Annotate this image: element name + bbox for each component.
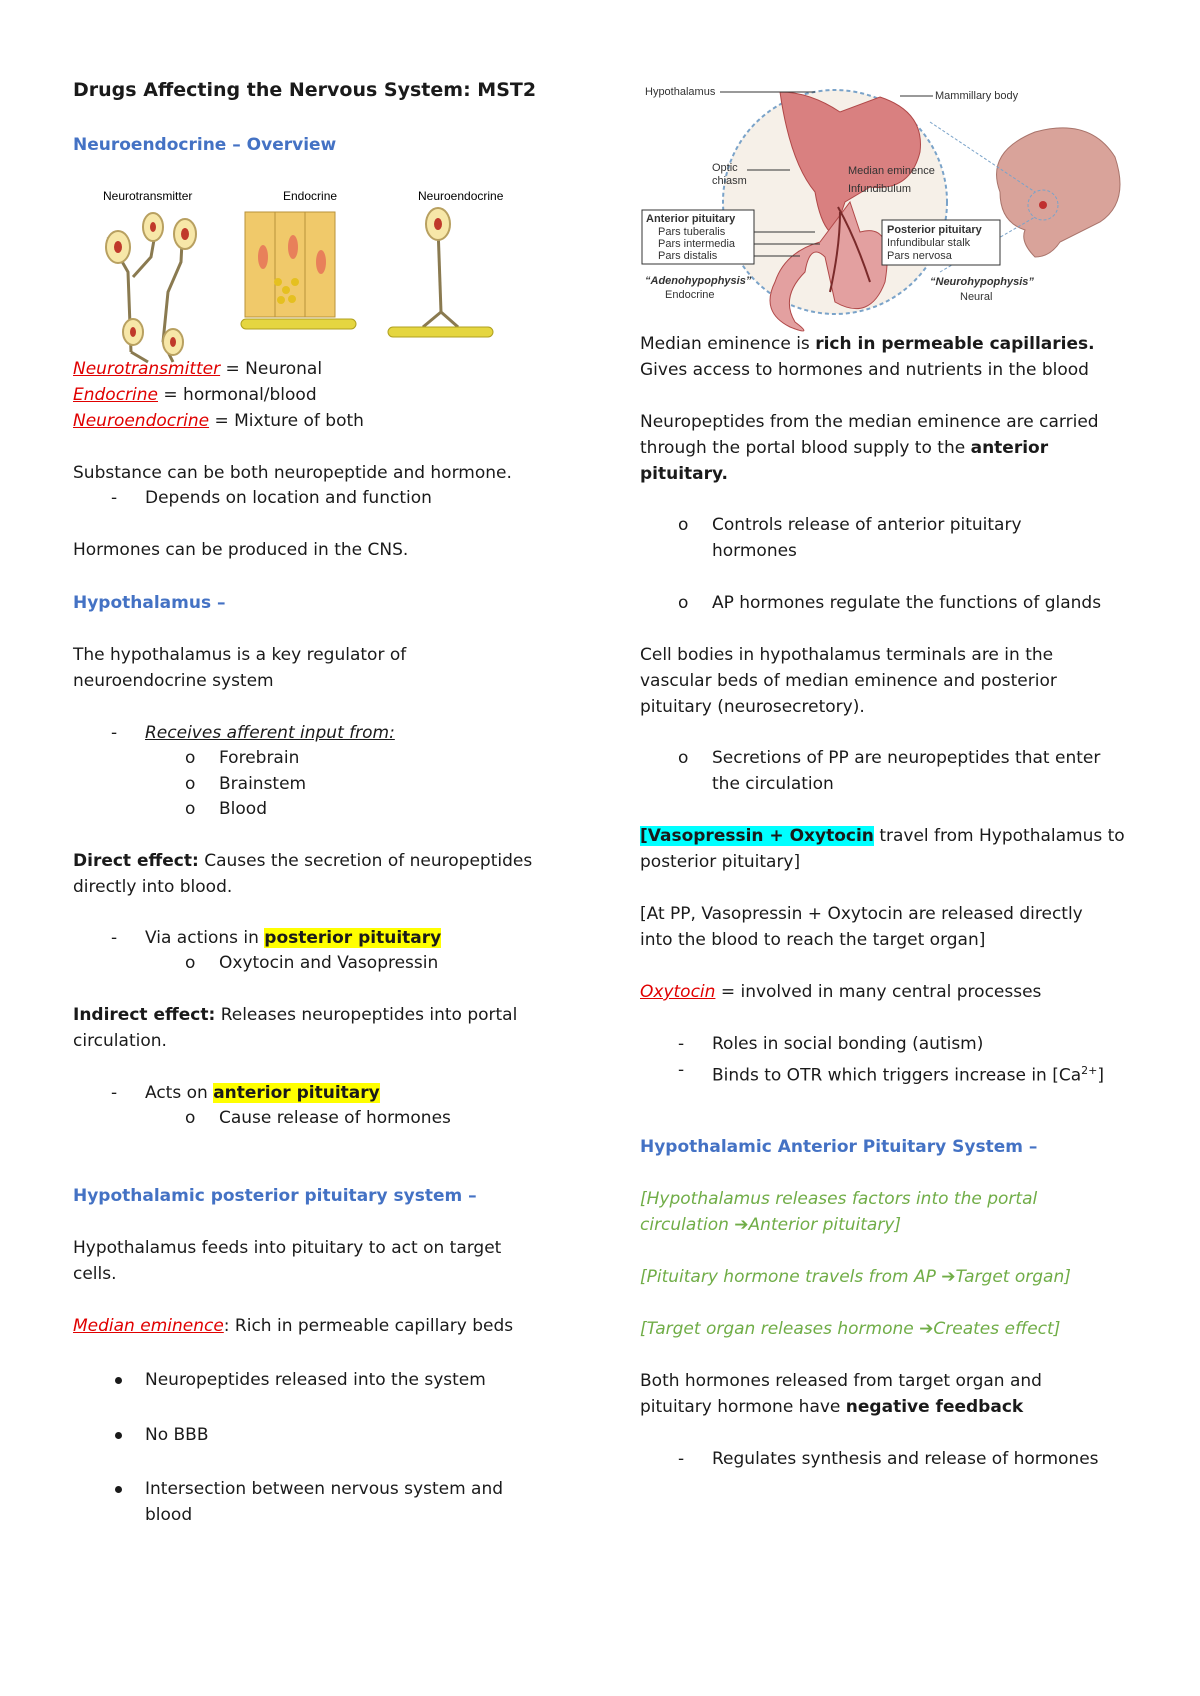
- cell-bodies-line-1: Cell bodies in hypothalamus terminals are in the: [640, 645, 1054, 665]
- both-line-1: Both hormones released from target organ and: [640, 1371, 1042, 1391]
- dash-marker: -: [678, 1034, 685, 1054]
- definition-neurotransmitter: [73, 356, 322, 383]
- at-pp-line-2: into the blood to reach the target organ]: [640, 930, 986, 950]
- negative-feedback-bold: negative feedback: [845, 1397, 1024, 1417]
- circle-bullet: o: [678, 748, 689, 768]
- me-bold: rich in permeable capillaries.: [815, 334, 1095, 354]
- indirect-effect-line-1: [73, 1002, 517, 1029]
- bullet-neuropeptides: Neuropeptides released into the system: [145, 1370, 486, 1390]
- green-target-releases: [Target organ releases hormone: [640, 1319, 920, 1339]
- binds-main: Binds to OTR which triggers increase in [Ca: [712, 1065, 1082, 1086]
- def-neuronal: = Neuronal: [220, 359, 323, 379]
- bullet-intersection-cont: blood: [145, 1505, 193, 1525]
- fig1-label-endocrine: Endocrine: [283, 189, 338, 203]
- oxytocin-text: = involved in many central processes: [715, 982, 1042, 1002]
- posterior-pituitary-highlight: posterior pituitary: [264, 928, 442, 948]
- term-endocrine: Endocrine: [73, 385, 158, 405]
- arrow-icon: ➔: [919, 1319, 934, 1339]
- green-line-1: [Hypothalamus releases factors into the portal: [640, 1189, 1038, 1209]
- depends-text: Depends on location and function: [145, 488, 432, 508]
- hypo-line-1: The hypothalamus is a key regulator of: [73, 645, 407, 665]
- direct-effect-line-1: [73, 848, 532, 875]
- hypo-line-2: neuroendocrine system: [73, 671, 274, 691]
- feeds-line-2: cells.: [73, 1264, 117, 1284]
- vaso-oxy-line-2: posterior pituitary]: [640, 852, 801, 872]
- dash-marker: -: [678, 1060, 685, 1080]
- haps-heading: Hypothalamic Anterior Pituitary System –: [640, 1137, 1038, 1157]
- label-neural: Neural: [960, 291, 993, 303]
- dash-marker: -: [678, 1449, 685, 1469]
- median-eminence-definition: [73, 1313, 513, 1340]
- circle-bullet: o: [185, 748, 196, 768]
- oxy-vaso-text: Oxytocin and Vasopressin: [219, 953, 439, 973]
- acts-on-text: Acts on: [145, 1083, 214, 1103]
- secretions-line-1: Secretions of PP are neuropeptides that enter: [712, 748, 1101, 768]
- both-text: pituitary hormone have: [640, 1397, 846, 1417]
- bullet-dot: [115, 1486, 122, 1493]
- indirect-effect-text: Releases neuropeptides into portal: [215, 1005, 518, 1025]
- green-pituitary-hormone: [Pituitary hormone travels from AP: [640, 1267, 942, 1287]
- dash-marker: -: [111, 928, 118, 948]
- green-anterior: Anterior pituitary]: [748, 1215, 902, 1235]
- dash-marker: -: [111, 723, 118, 743]
- bullet-dot: [115, 1377, 122, 1384]
- green-circulation: circulation: [640, 1215, 735, 1235]
- dash-marker: -: [111, 488, 118, 508]
- hypothalamus-heading: Hypothalamus –: [73, 593, 226, 613]
- at-pp-line-1: [At PP, Vasopressin + Oxytocin are released directly: [640, 904, 1083, 924]
- indirect-effect-line-2: circulation.: [73, 1031, 167, 1051]
- label-pars-nervosa: Pars nervosa: [887, 250, 952, 262]
- ap-hormones-text: AP hormones regulate the functions of glands: [712, 593, 1102, 613]
- label-pars-intermedia: Pars intermedia: [658, 238, 736, 250]
- circle-bullet: o: [185, 1108, 196, 1128]
- bullet-intersection: Intersection between nervous system and: [145, 1479, 504, 1499]
- input-blood: Blood: [219, 799, 267, 819]
- arrow-icon: ➔: [734, 1215, 749, 1235]
- direct-effect-text: Causes the secretion of neuropeptides: [198, 851, 533, 871]
- arrow-icon: ➔: [941, 1267, 956, 1287]
- median-eminence-line-2: Gives access to hormones and nutrients in the blood: [640, 360, 1089, 380]
- input-forebrain: Forebrain: [219, 748, 300, 768]
- green-line-2: [640, 1212, 901, 1239]
- label-adenohypophysis: “Adenohypophysis”: [645, 275, 752, 287]
- cause-release-text: Cause release of hormones: [219, 1108, 451, 1128]
- blood-vessel-neuroendocrine: [388, 327, 493, 337]
- brain-drawing: [997, 128, 1120, 257]
- definition-neuroendocrine: [73, 408, 364, 435]
- controls-line-2: hormones: [712, 541, 797, 561]
- circle-bullet: o: [678, 593, 689, 613]
- label-pars-distalis: Pars distalis: [658, 250, 718, 262]
- oxytocin-definition: [640, 979, 1041, 1006]
- direct-effect-line-2: directly into blood.: [73, 877, 233, 897]
- vaso-oxy-text: travel from Hypothalamus to: [873, 826, 1125, 846]
- acts-on-line: [145, 1080, 380, 1107]
- via-actions-line: [145, 925, 441, 952]
- hpps-heading: Hypothalamic posterior pituitary system –: [73, 1186, 477, 1206]
- label-infundibulum: Infundibulum: [848, 183, 911, 195]
- green-creates-effect: Creates effect]: [933, 1319, 1061, 1339]
- via-actions-text: Via actions in: [145, 928, 265, 948]
- substance-text: Substance can be both neuropeptide and hormone.: [73, 463, 512, 483]
- calcium-superscript: 2+: [1081, 1064, 1098, 1077]
- circle-bullet: o: [185, 953, 196, 973]
- dash-marker: -: [111, 1083, 118, 1103]
- np-text: through the portal blood supply to the: [640, 438, 971, 458]
- np-bold: anterior: [970, 438, 1049, 458]
- receives-text: Receives afferent input from:: [145, 723, 395, 743]
- feeds-line-1: Hypothalamus feeds into pituitary to act on target: [73, 1238, 502, 1258]
- label-posterior-pituitary: Posterior pituitary: [887, 224, 982, 236]
- label-endocrine: Endocrine: [665, 289, 715, 301]
- label-pars-tuberalis: Pars tuberalis: [658, 226, 726, 238]
- overview-heading: Neuroendocrine – Overview: [73, 135, 337, 155]
- green-target-organ: Target organ]: [955, 1267, 1071, 1287]
- indirect-effect-label: Indirect effect:: [73, 1005, 216, 1025]
- page-title: Drugs Affecting the Nervous System: MST2: [73, 79, 537, 101]
- definition-endocrine: [73, 382, 317, 409]
- anterior-pituitary-highlight: anterior pituitary: [213, 1083, 380, 1103]
- pituitary-anatomy-figure: [640, 82, 1140, 344]
- circle-bullet: o: [185, 774, 196, 794]
- fig1-label-neuroendocrine: Neuroendocrine: [418, 189, 504, 203]
- cell-bodies-line-3: pituitary (neurosecretory).: [640, 697, 865, 717]
- term-neurotransmitter: Neurotransmitter: [73, 359, 221, 379]
- label-optic: Optic: [712, 162, 738, 174]
- hormones-cns-text: Hormones can be produced in the CNS.: [73, 540, 409, 560]
- neuropeptides-line-1: Neuropeptides from the median eminence are carried: [640, 412, 1099, 432]
- label-chiasm: chiasm: [712, 175, 747, 187]
- term-oxytocin: Oxytocin: [640, 982, 716, 1002]
- binds-end: ]: [1097, 1065, 1104, 1086]
- def-mixture: = Mixture of both: [209, 411, 364, 431]
- green-line-3: [640, 1264, 1071, 1291]
- label-hypothalamus: Hypothalamus: [645, 86, 716, 98]
- green-line-4: [640, 1316, 1060, 1343]
- label-anterior-pituitary: Anterior pituitary: [646, 213, 736, 225]
- median-eminence-line-1: [640, 331, 1095, 358]
- label-mammillary-body: Mammillary body: [935, 90, 1019, 102]
- direct-effect-label: Direct effect:: [73, 851, 199, 871]
- roles-text: Roles in social bonding (autism): [712, 1034, 984, 1054]
- label-infundibular-stalk: Infundibular stalk: [887, 237, 971, 249]
- input-brainstem: Brainstem: [219, 774, 307, 794]
- secretions-line-2: the circulation: [712, 774, 834, 794]
- neuroendocrine-neuron-drawing: [423, 227, 458, 327]
- fig1-label-neurotransmitter: Neurotransmitter: [103, 189, 193, 203]
- vaso-oxy-highlight: [Vasopressin + Oxytocin: [640, 826, 874, 846]
- binds-text: [712, 1057, 1104, 1090]
- controls-line-1: Controls release of anterior pituitary: [712, 515, 1022, 535]
- def-hormonal: = hormonal/blood: [158, 385, 317, 405]
- cell-bodies-line-2: vascular beds of median eminence and posterior: [640, 671, 1057, 691]
- label-median-eminence: Median eminence: [848, 165, 935, 177]
- vaso-oxy-line-1: [640, 823, 1125, 850]
- circle-bullet: o: [678, 515, 689, 535]
- me-text: Median eminence is: [640, 334, 816, 354]
- blood-vessel-endocrine: [241, 319, 356, 329]
- term-neuroendocrine: Neuroendocrine: [73, 411, 210, 431]
- bullet-no-bbb: No BBB: [145, 1425, 209, 1445]
- regulates-text: Regulates synthesis and release of hormones: [712, 1449, 1099, 1469]
- neuroendocrine-figure: [73, 182, 533, 382]
- label-neurohypophysis: “Neurohypophysis”: [930, 276, 1034, 288]
- median-eminence-text: : Rich in permeable capillary beds: [223, 1316, 514, 1336]
- term-median-eminence: Median eminence: [73, 1316, 224, 1336]
- neuropeptides-line-2: [640, 435, 1048, 462]
- neuropeptides-line-3: pituitary.: [640, 464, 729, 484]
- both-line-2: [640, 1394, 1023, 1421]
- bullet-dot: [115, 1432, 122, 1439]
- circle-bullet: o: [185, 799, 196, 819]
